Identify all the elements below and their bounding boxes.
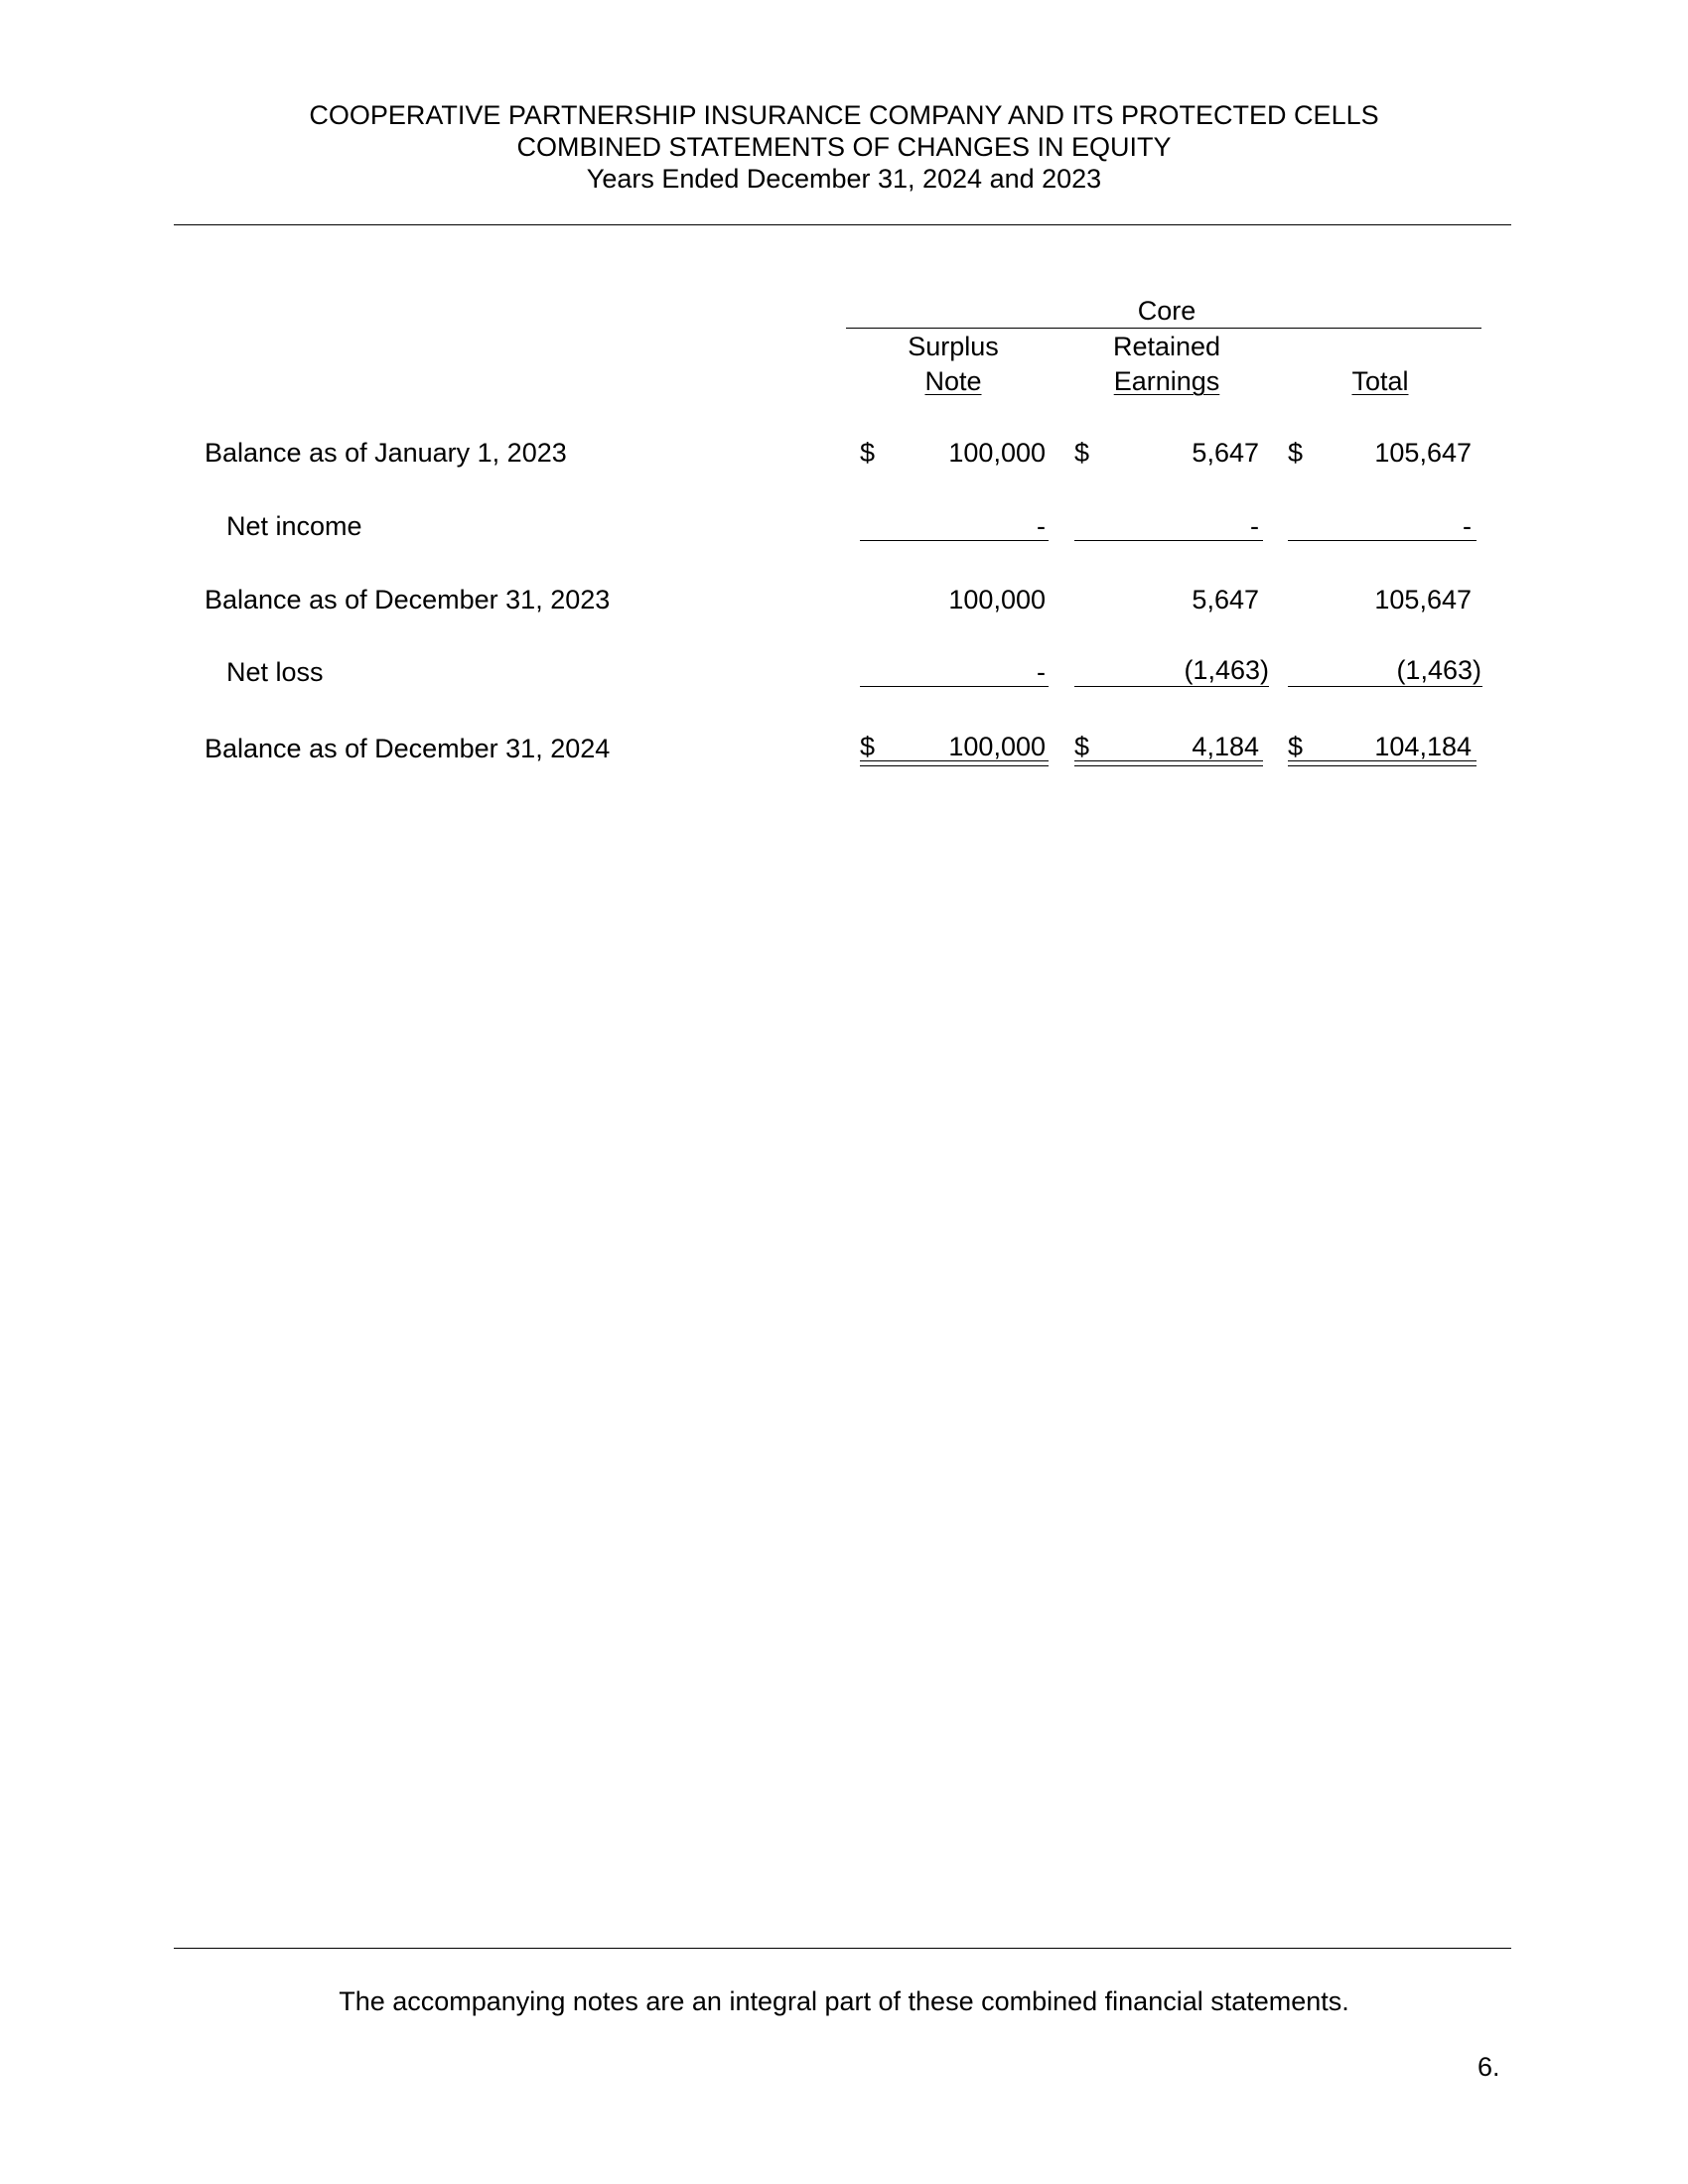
row-label-balance-dec-2023: Balance as of December 31, 2023: [205, 585, 611, 614]
column-surplus-header: Note: [924, 366, 982, 396]
subtotal-rule: [1074, 686, 1269, 687]
cell-retained-dec-2023: 5,647: [1192, 585, 1259, 614]
cell-surplus-jan-2023: 100,000: [948, 438, 1046, 468]
currency-symbol: $: [1074, 438, 1090, 468]
statement-title: COMBINED STATEMENTS OF CHANGES IN EQUITY: [516, 132, 1172, 162]
header-divider: [174, 224, 1511, 225]
subtotal-rule: [860, 686, 1049, 687]
row-label-balance-dec-2024: Balance as of December 31, 2024: [205, 734, 611, 763]
currency-symbol: $: [860, 732, 876, 761]
page-number: 6.: [1477, 2052, 1500, 2082]
cell-surplus-dec-2024: 100,000: [948, 732, 1046, 761]
cell-total-jan-2023: 105,647: [1374, 438, 1472, 468]
row-label-balance-jan-2023: Balance as of January 1, 2023: [205, 438, 567, 468]
cell-surplus-dec-2023: 100,000: [948, 585, 1046, 614]
footer-divider: [174, 1948, 1511, 1949]
column-retained-line1: Retained: [1112, 332, 1221, 361]
currency-symbol: $: [860, 438, 876, 468]
footer-note: The accompanying notes are an integral part of these combined financial statements.: [339, 1986, 1349, 2016]
currency-symbol: $: [1074, 732, 1090, 761]
row-label-net-income: Net income: [226, 511, 362, 541]
cell-surplus-net-loss: -: [1037, 657, 1046, 687]
cell-retained-dec-2024: 4,184: [1192, 732, 1259, 761]
cell-surplus-net-income: -: [1037, 511, 1046, 541]
subtotal-rule: [1288, 540, 1477, 541]
total-double-rule: [860, 760, 1049, 766]
subtotal-rule: [1074, 540, 1263, 541]
statement-period: Years Ended December 31, 2024 and 2023: [586, 164, 1102, 194]
cell-total-net-loss: (1,463): [1396, 655, 1481, 685]
total-double-rule: [1074, 760, 1263, 766]
total-double-rule: [1288, 760, 1477, 766]
cell-total-net-income: -: [1463, 511, 1472, 541]
cell-total-dec-2023: 105,647: [1374, 585, 1472, 614]
currency-symbol: $: [1288, 438, 1304, 468]
cell-retained-net-loss: (1,463): [1184, 655, 1269, 685]
row-label-net-loss: Net loss: [226, 657, 324, 687]
cell-total-dec-2024: 104,184: [1374, 732, 1472, 761]
subtotal-rule: [1288, 686, 1482, 687]
subtotal-rule: [860, 540, 1049, 541]
cell-retained-net-income: -: [1250, 511, 1259, 541]
core-group-rule: [846, 328, 1481, 329]
company-name: COOPERATIVE PARTNERSHIP INSURANCE COMPANY AND ITS PROTECTED CELLS: [309, 100, 1379, 130]
column-group-core: Core: [1137, 296, 1196, 326]
column-total-header: Total: [1351, 366, 1409, 396]
currency-symbol: $: [1288, 732, 1304, 761]
column-surplus-line1: Surplus: [908, 332, 999, 361]
cell-retained-jan-2023: 5,647: [1192, 438, 1259, 468]
column-retained-header: Earnings: [1113, 366, 1220, 396]
